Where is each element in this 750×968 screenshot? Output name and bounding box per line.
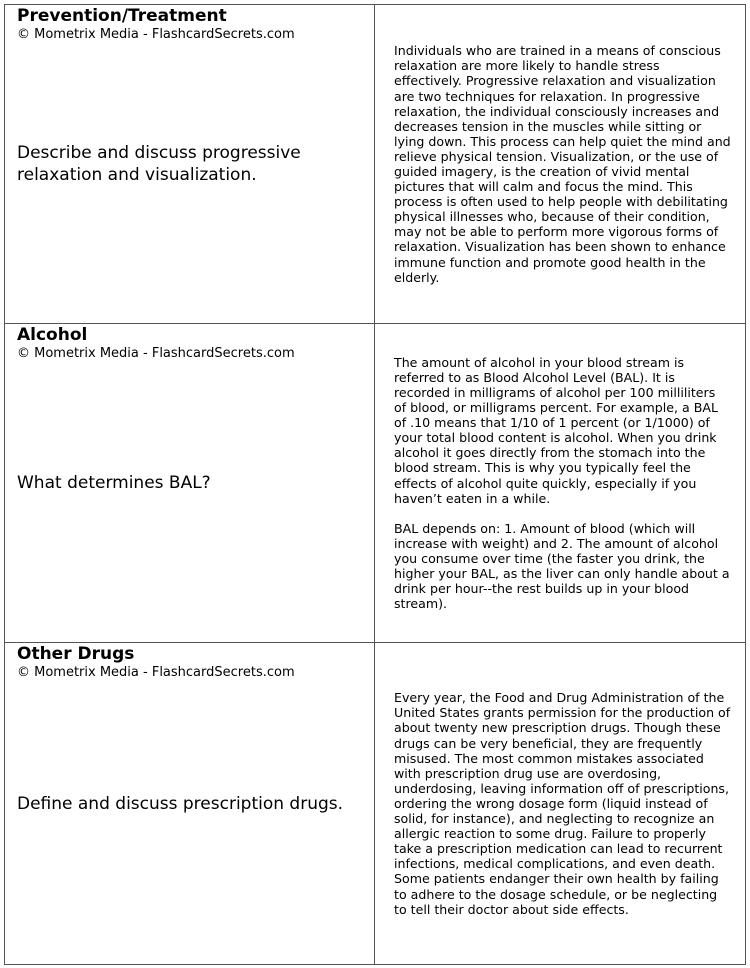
flashcard-row <box>5 643 746 965</box>
card-question <box>17 643 364 964</box>
card-front <box>5 5 375 323</box>
copyright-line: © Mometrix Media - FlashcardSecrets.com <box>17 665 295 680</box>
flashcard-row <box>5 324 746 643</box>
flashcard-row <box>5 5 746 324</box>
card-category: Other Drugs <box>17 644 135 664</box>
answer-paragraph: Every year, the Food and Drug Administration of the United States grants permission for the production of about twenty new prescription drugs. Though these drugs can be very beneficial, they are frequently misused. The most common mistakes associated with prescription drug use are overdosing, underdosing, leaving information off of prescriptions, ordering the wrong dosage form (liquid instead of solid, for instance), and neglecting to recognize an allergic reaction to some drug. Failure to properly take a prescription medication can lead to recurrent infections, medical complications, and even death. Some patients endanger their own health by failing to adhere to the dosage schedule, or be neglecting to tell their doctor about side effects. <box>394 690 731 917</box>
copyright-line: © Mometrix Media - FlashcardSecrets.com <box>17 346 295 361</box>
card-front <box>5 324 375 642</box>
card-back <box>375 324 746 642</box>
question-text: What determines BAL? <box>17 473 211 493</box>
flashcard-sheet <box>4 4 746 965</box>
answer-paragraph: Individuals who are trained in a means of conscious relaxation are more likely to handle stress effectively. Progressive relaxation and visualization are two techniques for relaxation. In progressive relaxation, the individual consciously increases and decreases tension in the muscles while sitting or lying down. This process can help quiet the mind and relieve physical tension. Visualization, or the use of guided imagery, is the creation of vivid mental pictures that will calm and focus the mind. This process is often used to help people with debilitating physical illnesses who, because of their condition, may not be able to perform more vigorous forms of relaxation. Visualization has been shown to enhance immune function and promote good health in the elderly. <box>394 43 731 285</box>
copyright-line: © Mometrix Media - FlashcardSecrets.com <box>17 27 295 42</box>
card-answer <box>375 43 745 285</box>
card-category: Prevention/Treatment <box>17 6 227 26</box>
card-front <box>5 643 375 964</box>
answer-paragraph: BAL depends on: 1. Amount of blood (which will increase with weight) and 2. The amount of alcohol you consume over time (the faster you drink, the higher your BAL, as the liver can only handle about a drink per hour--the rest builds up in your blood stream). <box>394 520 730 612</box>
answer-paragraph: The amount of alcohol in your blood stream is referred to as Blood Alcohol Level (BAL). It is recorded in milligrams of alcohol per 100 milliliters of blood, or milligrams percent. For example, a BAL of .10 means that 1/10 of 1 percent (or 1/1000) of your total blood content is alcohol. When you drink alcohol it goes directly from the stomach into the blood stream. This is why you typically feel the effects of alcohol quite quickly, especially if you haven’t eaten in a while. <box>394 354 719 506</box>
card-answer <box>375 690 745 916</box>
card-category: Alcohol <box>17 325 88 345</box>
card-question <box>17 5 364 323</box>
card-back <box>375 5 746 323</box>
card-answer <box>375 355 745 612</box>
card-question <box>17 324 364 642</box>
question-text: Define and discuss prescription drugs. <box>17 793 344 814</box>
card-back <box>375 643 746 964</box>
question-text: Describe and discuss progressive relaxation and visualization. <box>17 143 301 185</box>
